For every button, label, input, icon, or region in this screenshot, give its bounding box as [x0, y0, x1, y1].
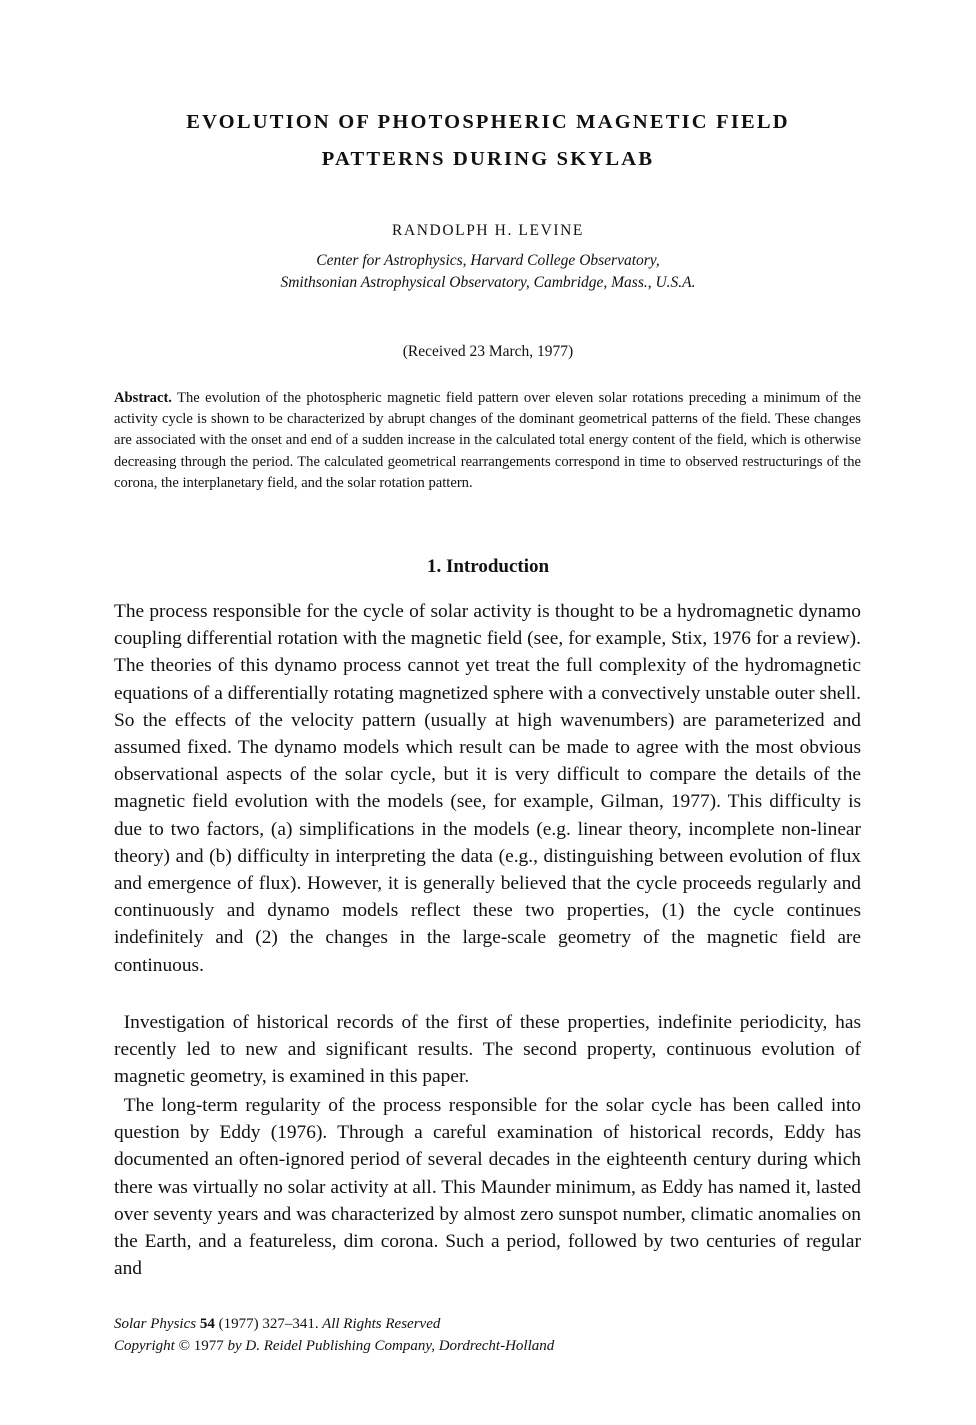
page-footer	[114, 1313, 554, 1357]
abstract-text: The evolution of the photospheric magnetic field pattern over eleven solar rotations preceding a minimum of the activity cycle is shown to be characterized by abrupt changes of the dominant geometrical patterns of the field. These changes are associated with the onset and end of a sudden increase in the calculated total energy content of the field, which is otherwise decreasing through the period. The calculated geometrical rearrangements correspond in time to observed restructurings of the corona, the interplanetary field, and the solar rotation pattern.	[114, 390, 862, 491]
footer-copyright	[114, 1335, 554, 1357]
body-paragraph-2-text: Investigation of historical records of the first of these properties, indefinite periodicity, has recently led to new and significant results. The second property, continuous evolution of magnetic geometry, is examined in this paper.	[114, 1012, 861, 1088]
footer-citation	[114, 1313, 554, 1335]
abstract-label: Abstract.	[114, 390, 172, 406]
body-paragraph-1: The process responsible for the cycle of solar activity is thought to be a hydromagnetic dynamo coupling differential rotation with the magnetic field (see, for example, Stix, 1976 for a review). The theories of this dynamo process cannot yet treat the full complexity of the hydromagnetic equations of a differentially rotating magnetized sphere with a convectively unstable outer shell. So the effects of the velocity pattern (usually at high wavenumbers) are parameterized and assumed fixed. The dynamo models which result can be made to agree with the most obvious observational aspects of the solar cycle, but it is very difficult to compare the details of the magnetic field evolution with the models (see, for example, Gilman, 1977). This difficulty is due to two factors, (a) simplifications in the models (e.g. linear theory, incomplete non-linear theory) and (b) difficulty in interpreting the data (e.g., distinguishing between evolution of flux and emergence of flux). However, it is generally believed that the cycle proceeds regularly and continuously and dynamo models reflect these two properties, (1) the cycle continues indefinitely and (2) the changes in the large-scale geometry of the magnetic field are continuous.	[114, 601, 861, 976]
footer-volume: 54	[199, 1316, 215, 1332]
author-name: RANDOLPH H. LEVINE	[392, 222, 584, 239]
abstract	[114, 388, 861, 494]
title-line-2: PATTERNS DURING SKYLAB	[321, 148, 655, 170]
author-affiliation	[0, 250, 976, 294]
received-date: (Received 23 March, 1977)	[402, 343, 574, 360]
footer-journal: Solar Physics	[114, 1316, 197, 1332]
title-line-1: EVOLUTION OF PHOTOSPHERIC MAGNETIC FIELD	[186, 111, 790, 133]
section-heading: 1. Introduction	[426, 556, 550, 577]
footer-publisher: by D. Reidel Publishing Company, Dordrecht-Holland	[227, 1338, 555, 1354]
paper-title	[100, 104, 876, 178]
body-paragraph-3-text: The long-term regularity of the process responsible for the solar cycle has been called into question by Eddy (1976). Through a careful examination of historical records, Eddy has documented an often-ignored period of several decades in the eighteenth century during which there was virtually no solar activity at all. This Maunder minimum, as Eddy has named it, lasted over seventy years and was characterized by almost zero sunspot number, climatic anomalies on the Earth, and a featureless, dim corona. Such a period, followed by two centuries of regular and	[114, 1095, 861, 1280]
affiliation-line-1: Center for Astrophysics, Harvard College Observatory,	[316, 252, 660, 269]
footer-copyright-label: Copyright	[114, 1338, 175, 1354]
footer-rights: All Rights Reserved	[322, 1316, 441, 1332]
copyright-symbol-icon: ©	[178, 1338, 190, 1354]
footer-copyright-year: 1977	[193, 1338, 224, 1354]
body-paragraph-3	[114, 1092, 861, 1282]
affiliation-line-2: Smithsonian Astrophysical Observatory, Cambridge, Mass., U.S.A.	[280, 274, 696, 291]
footer-year-pages: (1977) 327–341.	[218, 1316, 319, 1332]
body-paragraph-2	[114, 1009, 861, 1091]
